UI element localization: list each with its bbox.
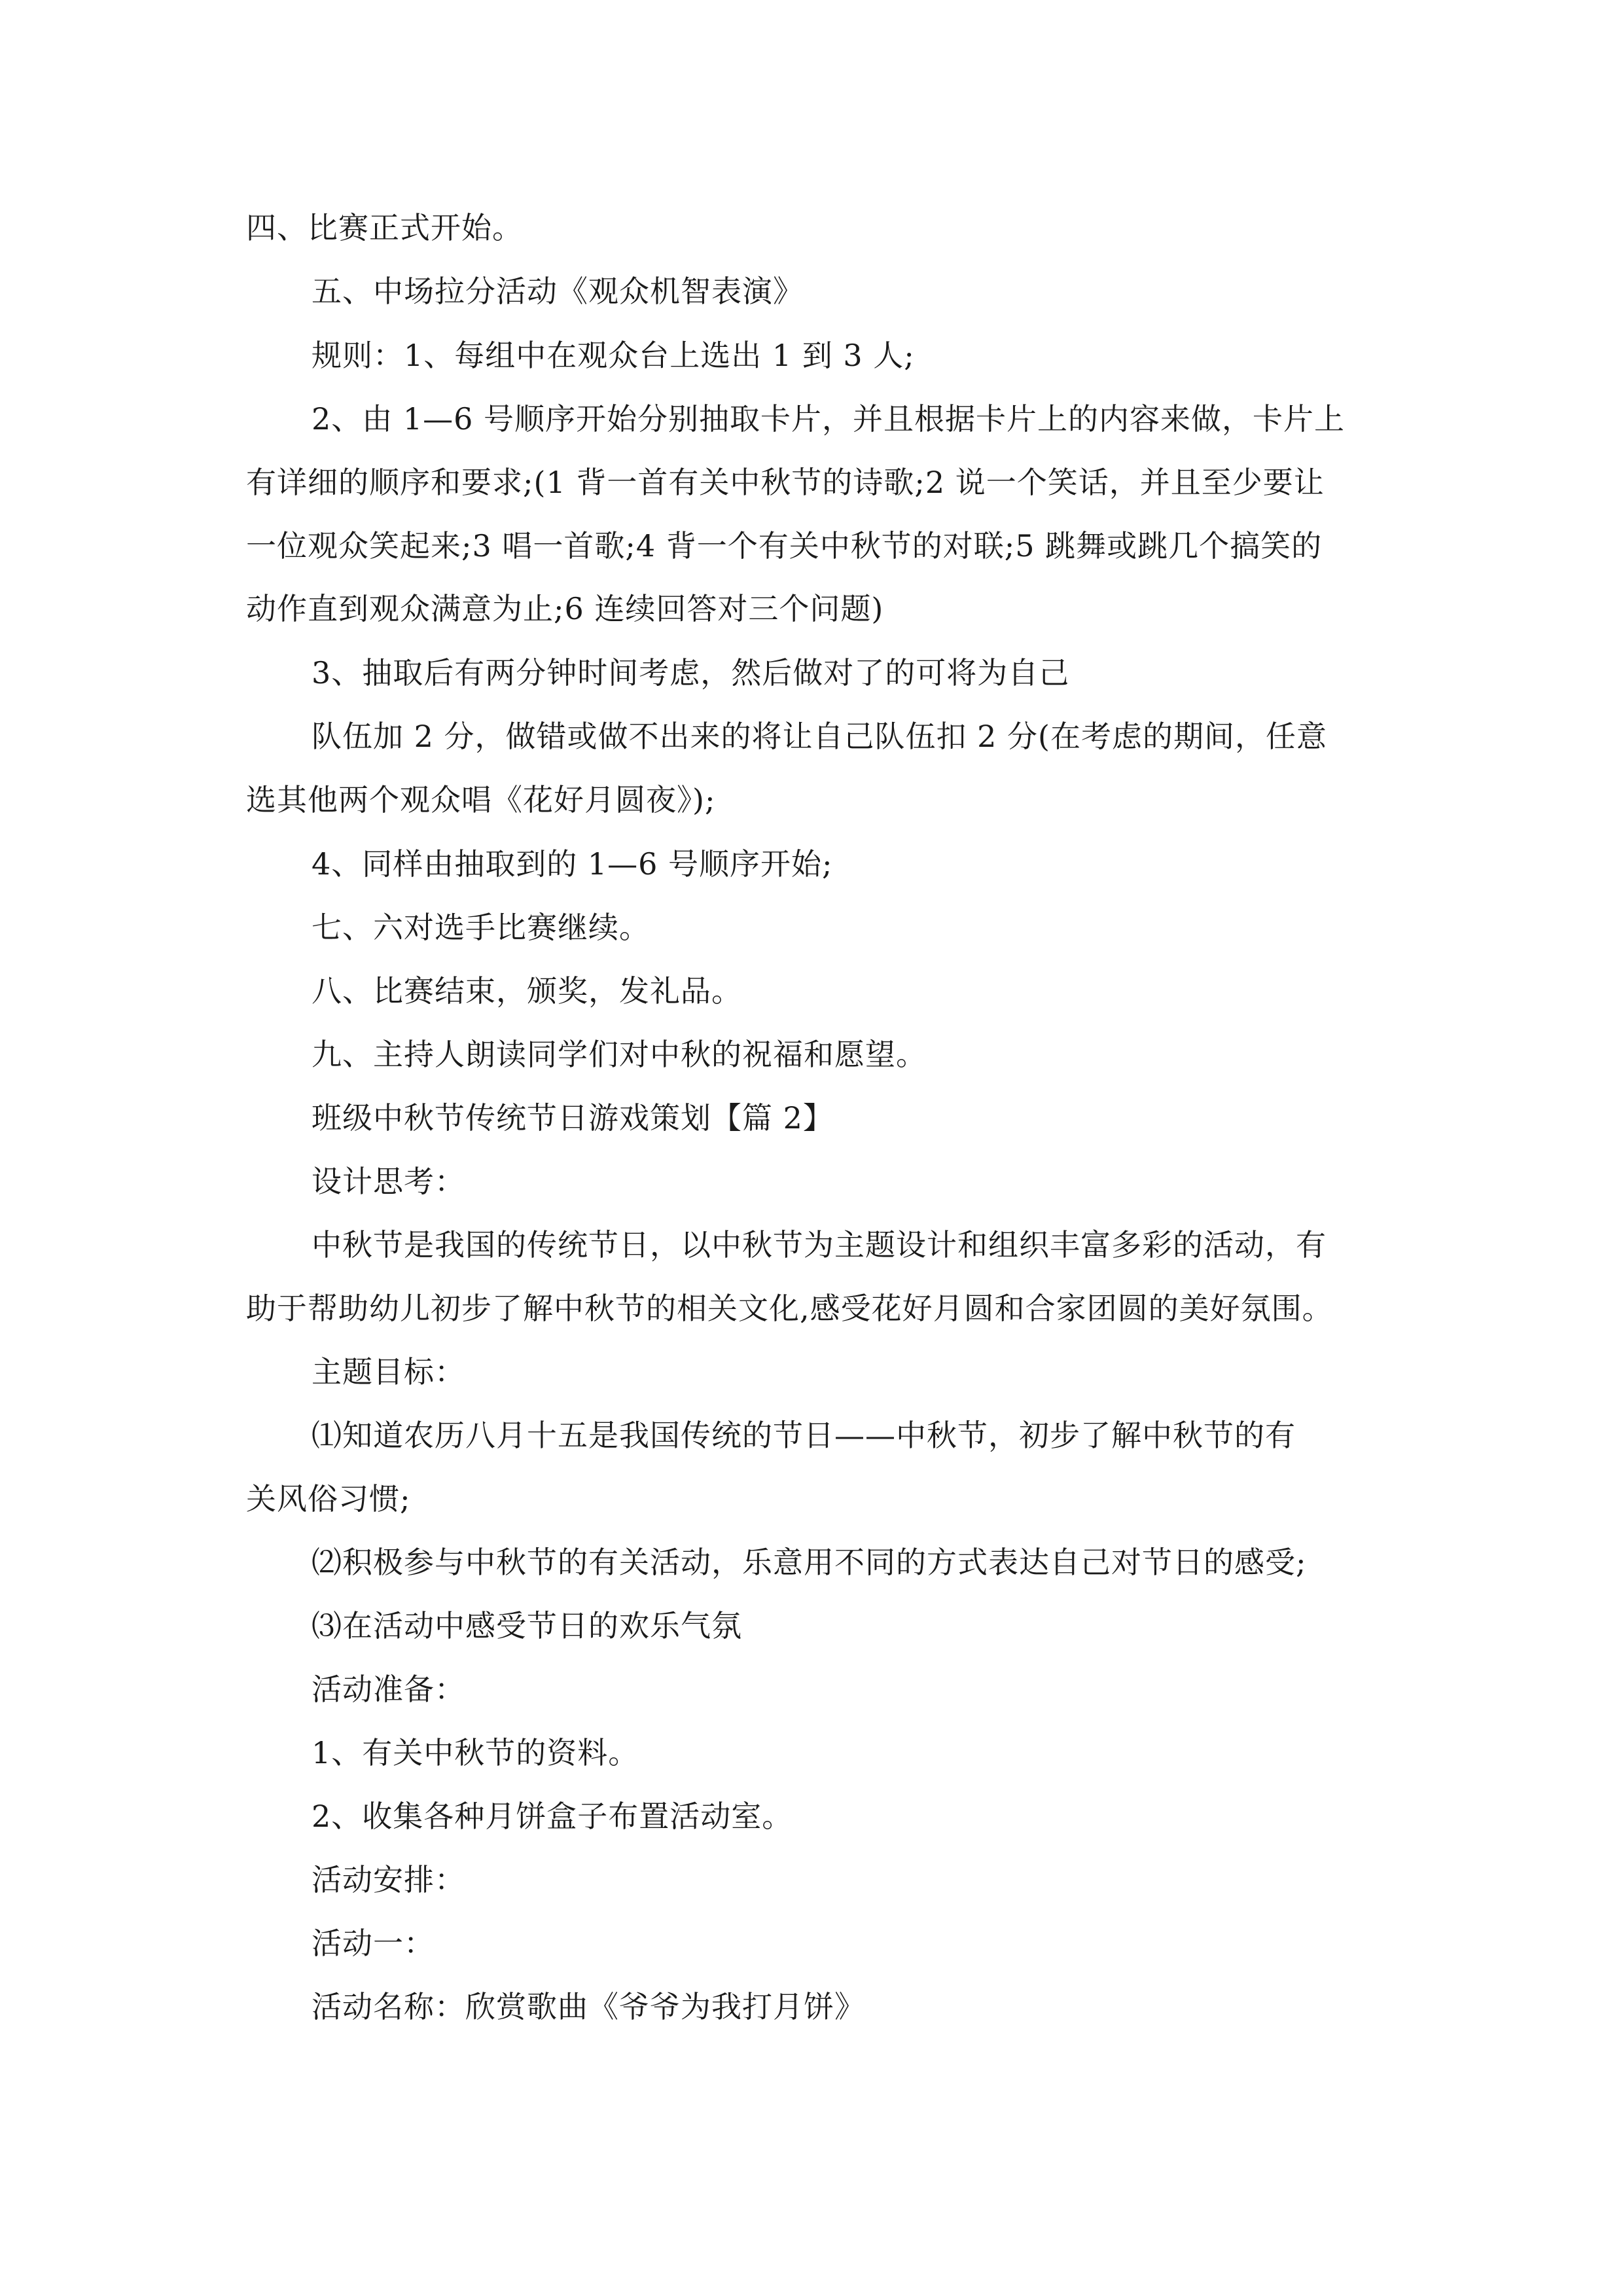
paragraph-line: ⑵积极参与中秋节的有关活动，乐意用不同的方式表达自己对节日的感受; <box>312 1545 1307 1580</box>
paragraph-line: 4、同样由抽取到的 1—6 号顺序开始; <box>312 846 833 882</box>
paragraph-line: ⑶在活动中感受节日的欢乐气氛 <box>312 1608 742 1643</box>
paragraph-line: 活动名称：欣赏歌曲《爷爷为我打月饼》 <box>312 1989 865 2024</box>
paragraph-line: 活动准备： <box>312 1672 465 1707</box>
section-heading: 班级中秋节传统节日游戏策划【篇 2】 <box>312 1100 834 1136</box>
paragraph-line: 四、比赛正式开始。 <box>246 210 523 245</box>
paragraph-line: 九、主持人朗读同学们对中秋的祝福和愿望。 <box>312 1037 927 1072</box>
paragraph-line: 关风俗习惯; <box>246 1481 411 1516</box>
paragraph-line: 动作直到观众满意为止;6 连续回答对三个问题) <box>246 591 884 626</box>
paragraph-line: 助于帮助幼儿初步了解中秋节的相关文化,感受花好月圆和合家团圆的美好氛围。 <box>246 1291 1333 1326</box>
paragraph-line: 主题目标： <box>312 1354 465 1390</box>
paragraph-line: 活动一： <box>312 1926 435 1961</box>
paragraph-line: 1、有关中秋节的资料。 <box>312 1735 639 1770</box>
paragraph-line: 2、由 1—6 号顺序开始分别抽取卡片，并且根据卡片上的内容来做，卡片上 <box>312 401 1346 437</box>
paragraph-line: 一位观众笑起来;3 唱一首歌;4 背一个有关中秋节的对联;5 跳舞或跳几个搞笑的 <box>246 528 1323 564</box>
paragraph-line: ⑴知道农历八月十五是我国传统的节日——中秋节，初步了解中秋节的有 <box>312 1418 1296 1453</box>
paragraph-line: 队伍加 2 分，做错或做不出来的将让自己队伍扣 2 分(在考虑的期间，任意 <box>312 719 1327 754</box>
paragraph-line: 有详细的顺序和要求;(1 背一首有关中秋节的诗歌;2 说一个笑话，并且至少要让 <box>246 465 1325 500</box>
paragraph-line: 活动安排： <box>312 1862 465 1897</box>
paragraph-line: 五、中场拉分活动《观众机智表演》 <box>312 274 804 309</box>
paragraph-line: 3、抽取后有两分钟时间考虑，然后做对了的可将为自己 <box>312 655 1070 691</box>
paragraph-line: 八、比赛结束，颁奖，发礼品。 <box>312 973 742 1009</box>
paragraph-line: 七、六对选手比赛继续。 <box>312 910 650 945</box>
paragraph-line: 选其他两个观众唱《花好月圆夜》); <box>246 782 716 817</box>
paragraph-line: 2、收集各种月饼盒子布置活动室。 <box>312 1799 793 1834</box>
paragraph-line: 设计思考： <box>312 1164 465 1199</box>
paragraph-line: 规则：1、每组中在观众台上选出 1 到 3 人; <box>312 338 915 373</box>
paragraph-line: 中秋节是我国的传统节日，以中秋节为主题设计和组织丰富多彩的活动，有 <box>312 1227 1327 1263</box>
